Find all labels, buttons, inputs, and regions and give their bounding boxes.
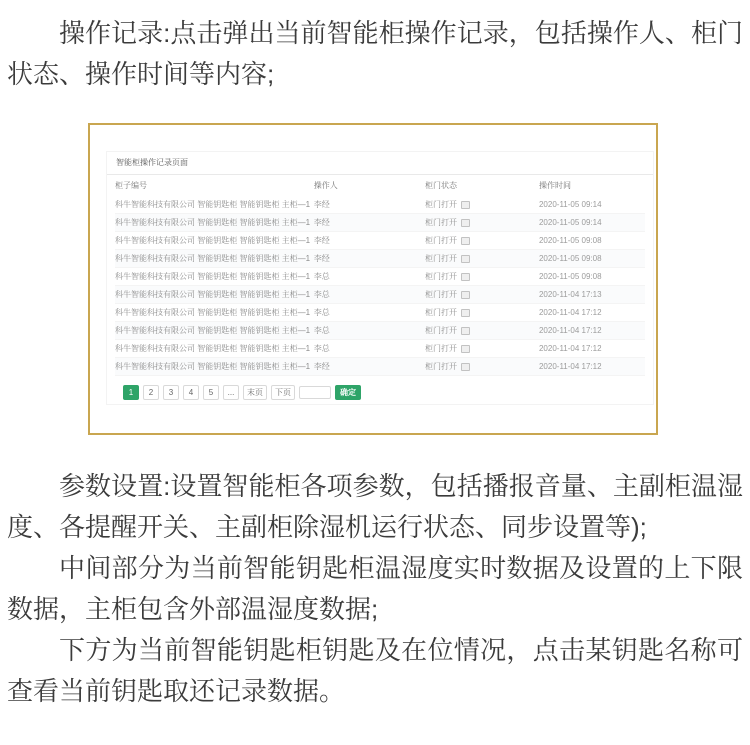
operator-cell: 李总 bbox=[313, 326, 330, 335]
cabinet-cell: 科牛智能科技有限公司 智能钥匙柜 智能钥匙柜 主柜—1 bbox=[115, 200, 311, 209]
door-photo-icon bbox=[461, 345, 470, 353]
door-photo-icon bbox=[461, 291, 470, 299]
operation-time-cell: 2020-11-05 09:08 bbox=[538, 254, 602, 263]
operator-cell: 李经 bbox=[313, 200, 330, 209]
operator-cell: 李总 bbox=[313, 272, 330, 281]
operation-records-popup bbox=[106, 151, 654, 405]
page-jump-confirm-button[interactable]: 确定 bbox=[335, 385, 361, 400]
door-photo-icon bbox=[461, 219, 470, 227]
page-number-button[interactable]: 4 bbox=[183, 385, 199, 400]
doc-description-block bbox=[0, 466, 750, 712]
page-number-button[interactable]: 2 bbox=[143, 385, 159, 400]
cabinet-cell: 科牛智能科技有限公司 智能钥匙柜 智能钥匙柜 主柜—1 bbox=[115, 272, 311, 281]
operation-time-cell: 2020-11-04 17:12 bbox=[538, 362, 602, 371]
table-header-cell: 操作人 bbox=[313, 181, 338, 190]
operator-cell: 李经 bbox=[313, 218, 330, 227]
cabinet-cell: 科牛智能科技有限公司 智能钥匙柜 智能钥匙柜 主柜—1 bbox=[115, 308, 311, 317]
page-number-button[interactable]: 5 bbox=[203, 385, 219, 400]
operation-time-cell: 2020-11-05 09:14 bbox=[538, 218, 602, 227]
door-status-label: 柜门打开 bbox=[425, 326, 458, 335]
table-row bbox=[115, 214, 645, 232]
next-page-button[interactable]: 下页 bbox=[271, 385, 295, 400]
operation-time-cell: 2020-11-04 17:12 bbox=[538, 308, 602, 317]
doc-intro-block bbox=[0, 0, 750, 95]
door-status-label: 柜门打开 bbox=[425, 218, 458, 227]
operator-cell: 李经 bbox=[313, 254, 330, 263]
door-status-cell bbox=[425, 253, 539, 264]
cabinet-cell: 科牛智能科技有限公司 智能钥匙柜 智能钥匙柜 主柜—1 bbox=[115, 236, 311, 245]
operation-time-cell: 2020-11-04 17:12 bbox=[538, 326, 602, 335]
operator-cell: 李经 bbox=[313, 236, 330, 245]
table-row bbox=[115, 232, 645, 250]
operator-cell: 李总 bbox=[313, 308, 330, 317]
page-number-button[interactable]: 1 bbox=[123, 385, 139, 400]
operation-records-table bbox=[107, 175, 653, 400]
operator-cell: 李总 bbox=[313, 344, 330, 353]
page-jump-input[interactable] bbox=[299, 386, 331, 399]
table-row bbox=[115, 358, 645, 376]
operation-time-cell: 2020-11-04 17:13 bbox=[538, 290, 602, 299]
operation-time-cell: 2020-11-05 09:08 bbox=[538, 236, 602, 245]
operation-time-cell: 2020-11-05 09:14 bbox=[538, 200, 602, 209]
cabinet-cell: 科牛智能科技有限公司 智能钥匙柜 智能钥匙柜 主柜—1 bbox=[115, 326, 311, 335]
table-body bbox=[115, 196, 645, 376]
door-status-cell bbox=[425, 307, 539, 318]
page-number-button[interactable]: ... bbox=[223, 385, 239, 400]
screenshot-frame bbox=[88, 123, 658, 435]
table-header-cell: 柜门状态 bbox=[425, 181, 458, 190]
cabinet-cell: 科牛智能科技有限公司 智能钥匙柜 智能钥匙柜 主柜—1 bbox=[115, 254, 311, 263]
door-photo-icon bbox=[461, 327, 470, 335]
door-photo-icon bbox=[461, 255, 470, 263]
paragraph-parameter-settings: 参数设置:设置智能柜各项参数，包括播报音量、主副柜温湿度、各提醒开关、主副柜除湿机运行状态、同步设置等); bbox=[7, 471, 743, 542]
door-photo-icon bbox=[461, 201, 470, 209]
door-status-label: 柜门打开 bbox=[425, 308, 458, 317]
door-status-cell bbox=[425, 361, 539, 372]
table-row bbox=[115, 250, 645, 268]
pagination-bar bbox=[123, 385, 645, 400]
cabinet-cell: 科牛智能科技有限公司 智能钥匙柜 智能钥匙柜 主柜—1 bbox=[115, 290, 311, 299]
paragraph-middle-section: 中间部分为当前智能钥匙柜温湿度实时数据及设置的上下限数据，主柜包含外部温湿度数据; bbox=[7, 553, 743, 624]
door-status-label: 柜门打开 bbox=[425, 362, 458, 371]
door-photo-icon bbox=[461, 309, 470, 317]
door-status-cell bbox=[425, 289, 539, 300]
door-status-cell bbox=[425, 325, 539, 336]
last-page-button[interactable]: 末页 bbox=[243, 385, 267, 400]
table-row bbox=[115, 268, 645, 286]
door-status-cell bbox=[425, 217, 539, 228]
door-status-cell bbox=[425, 271, 539, 282]
table-header-row bbox=[115, 175, 645, 196]
door-status-label: 柜门打开 bbox=[425, 200, 458, 209]
door-photo-icon bbox=[461, 363, 470, 371]
operation-time-cell: 2020-11-04 17:12 bbox=[538, 344, 602, 353]
table-row bbox=[115, 304, 645, 322]
door-status-label: 柜门打开 bbox=[425, 344, 458, 353]
table-header-cell: 操作时间 bbox=[538, 181, 571, 190]
popup-title: 智能柜操作记录页面 bbox=[107, 152, 653, 175]
operation-time-cell: 2020-11-05 09:08 bbox=[538, 272, 602, 281]
door-status-cell bbox=[425, 235, 539, 246]
table-row bbox=[115, 322, 645, 340]
table-row bbox=[115, 340, 645, 358]
page-number-group bbox=[123, 385, 239, 400]
door-photo-icon bbox=[461, 273, 470, 281]
table-row bbox=[115, 286, 645, 304]
door-status-cell bbox=[425, 199, 539, 210]
paragraph-bottom-section: 下方为当前智能钥匙柜钥匙及在位情况，点击某钥匙名称可查看当前钥匙取还记录数据。 bbox=[7, 635, 743, 706]
page-number-button[interactable]: 3 bbox=[163, 385, 179, 400]
cabinet-cell: 科牛智能科技有限公司 智能钥匙柜 智能钥匙柜 主柜—1 bbox=[115, 362, 311, 371]
operator-cell: 李经 bbox=[313, 362, 330, 371]
cabinet-cell: 科牛智能科技有限公司 智能钥匙柜 智能钥匙柜 主柜—1 bbox=[115, 344, 311, 353]
table-row bbox=[115, 196, 645, 214]
door-status-label: 柜门打开 bbox=[425, 254, 458, 263]
door-status-label: 柜门打开 bbox=[425, 272, 458, 281]
operator-cell: 李总 bbox=[313, 290, 330, 299]
cabinet-cell: 科牛智能科技有限公司 智能钥匙柜 智能钥匙柜 主柜—1 bbox=[115, 218, 311, 227]
door-status-label: 柜门打开 bbox=[425, 290, 458, 299]
door-photo-icon bbox=[461, 237, 470, 245]
door-status-label: 柜门打开 bbox=[425, 236, 458, 245]
door-status-cell bbox=[425, 343, 539, 354]
table-header-cell: 柜子编号 bbox=[115, 181, 147, 190]
paragraph-operation-records: 操作记录:点击弹出当前智能柜操作记录，包括操作人、柜门状态、操作时间等内容; bbox=[7, 18, 743, 89]
